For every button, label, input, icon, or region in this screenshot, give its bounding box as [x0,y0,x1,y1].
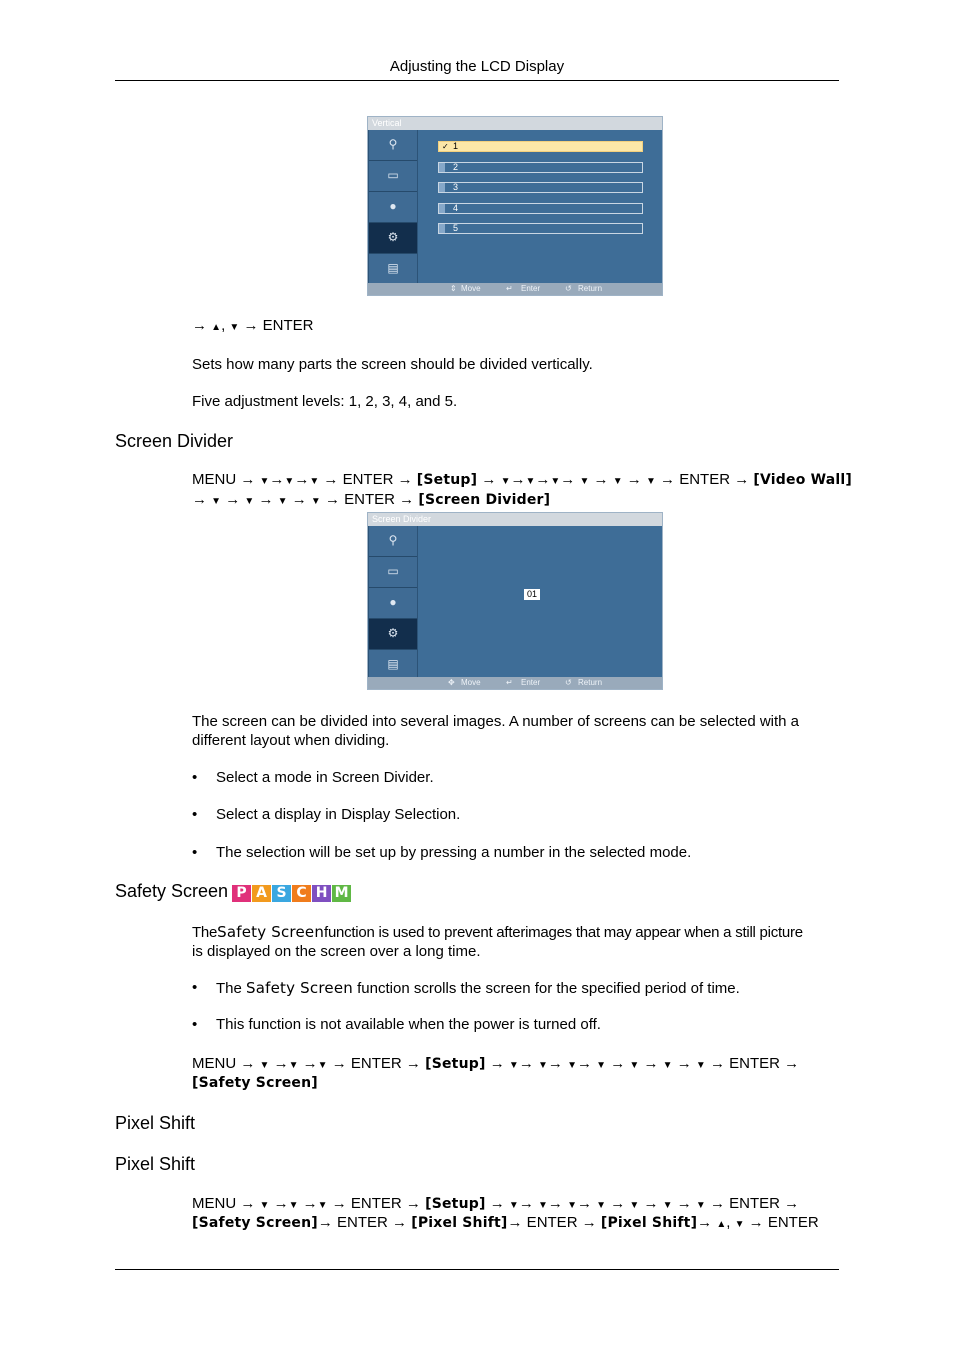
down-arrow-icon: ▼ [695,1200,706,1211]
osd-divider-value: 01 [524,589,540,600]
osd-setup-icon: ⚙ [369,619,417,650]
osd-picture-icon: ⚲ [369,130,417,161]
safety-desc-line1: TheSafety Screenfunction is used to prevent afterimages that may appear when a still picture [192,923,803,941]
down-arrow-icon: ▼ [284,476,295,487]
footer-rule [115,1269,839,1270]
down-arrow-icon: ▼ [596,1060,607,1071]
osd-title: Screen Divider [368,513,662,526]
safety-screen-heading: Safety Screen P A S C H M [115,881,352,902]
down-arrow-icon: ▼ [317,1200,328,1211]
down-arrow-icon: ▼ [244,496,255,507]
screen-divider-desc-line1: The screen can be divided into several images. A number of screens can be selected with a [192,713,800,730]
mode-m-badge: M [332,885,351,902]
down-arrow-icon: ▼ [734,1219,745,1230]
osd-footer-enter: Enter [521,678,541,687]
down-arrow-icon: ▼ [567,1060,577,1071]
pixel-shift-label: [Pixel Shift] [600,1215,698,1231]
enter-icon: ↵ [506,678,513,687]
move-icon: ⇕ [450,284,457,293]
move-icon: ✥ [448,678,455,687]
up-arrow-icon: ▲ [716,1219,727,1230]
down-arrow-icon: ▼ [538,1200,548,1211]
vertical-description: Sets how many parts the screen should be divided vertically. [192,356,593,373]
return-icon: ↺ [565,678,572,687]
safety-nav-line2 [192,1073,318,1093]
mode-s-badge: S [272,885,291,902]
down-arrow-icon: ▼ [259,1200,270,1211]
osd-multi-icon: ▤ [369,650,417,681]
osd-option-2: 2 [438,162,643,173]
pixel-shift-nav-line1: MENU → ▼ →▼ →▼ → ENTER → [Setup] → ▼→ ▼→ ▼→ ▼ → ▼ → ▼ → ▼ → ENTER → [192,1195,800,1212]
osd-footer [368,677,662,689]
down-arrow-icon: ▼ [612,476,623,487]
osd-option-5: 5 [438,223,643,234]
down-arrow-icon: ▼ [538,1060,548,1071]
pixel-shift-label: [Pixel Shift] [411,1215,508,1231]
pixel-shift-heading: Pixel Shift [115,1113,196,1133]
list-item: Select a display in Display Selection. [216,806,461,823]
osd-footer [368,283,662,295]
osd-option-3: 3 [438,182,643,193]
down-arrow-icon: ▼ [508,1060,519,1071]
page-header: Adjusting the LCD Display [389,58,565,75]
down-arrow-icon: ▼ [662,1200,673,1211]
bullet-icon: • [192,844,198,861]
down-arrow-icon: ▼ [288,1200,299,1211]
down-arrow-icon: ▼ [288,1060,299,1071]
screen-divider-nav-line2: → ▼ → ▼ → ▼ → ▼ → ENTER → [Screen Divider] [192,491,551,508]
bullet-icon: • [192,806,198,823]
down-arrow-icon: ▼ [645,476,656,487]
screen-divider-heading: Screen Divider [115,431,234,451]
down-arrow-icon: ▼ [259,476,270,487]
safety-screen-label: [Safety Screen] [192,1075,318,1091]
osd-setup-icon: ⚙ [369,223,417,254]
safety-screen-term: Safety Screen [246,979,353,997]
safety-nav-line1: MENU → ▼ →▼ →▼ → ENTER → [Setup] → ▼→ ▼→ ▼→ ▼ → ▼ → ▼ → ▼ → ENTER → [192,1055,800,1072]
osd-input-icon: ● [369,588,417,619]
down-arrow-icon: ▼ [317,1060,328,1071]
down-arrow-icon: ▼ [695,1060,706,1071]
down-arrow-icon: ▼ [629,1060,640,1071]
osd-screen-divider-screenshot [367,512,663,690]
osd-footer-move: Move [461,678,481,687]
down-arrow-icon: ▼ [629,1200,640,1211]
pixel-shift-subheading: Pixel Shift [115,1154,196,1174]
osd-sound-icon: ▭ [369,161,417,192]
checkmark-icon: ✓ [442,142,449,151]
down-arrow-icon: ▼ [229,322,240,333]
down-arrow-icon: ▼ [662,1060,673,1071]
down-arrow-icon: ▼ [579,476,590,487]
video-wall-label: [Video Wall] [753,472,852,488]
osd-title: Vertical [368,117,662,130]
down-arrow-icon: ▼ [596,1200,607,1211]
vertical-nav-path: → ▲, ▼ → ENTER [192,317,314,334]
bullet-icon: • [192,979,198,996]
osd-input-icon: ● [369,192,417,223]
osd-footer-enter: Enter [521,284,541,293]
vertical-levels: Five adjustment levels: 1, 2, 3, 4, and 5. [192,393,458,410]
osd-sound-icon: ▭ [369,557,417,588]
mode-h-badge: H [312,885,331,902]
down-arrow-icon: ▼ [525,476,536,487]
setup-label: [Setup] [425,1056,486,1072]
down-arrow-icon: ▼ [211,496,222,507]
pixel-shift-nav-line2: [Safety Screen]→ ENTER → [Pixel Shift]→ ENTER → [Pixel Shift]→ ▲, ▼ → ENTER [192,1214,819,1231]
osd-vertical-screenshot [367,116,663,296]
down-arrow-icon: ▼ [567,1200,577,1211]
mode-c-badge: C [292,885,311,902]
down-arrow-icon: ▼ [310,496,321,507]
down-arrow-icon: ▼ [309,476,320,487]
setup-label: [Setup] [425,1196,486,1212]
list-item: The selection will be set up by pressing a number in the selected mode. [216,844,692,861]
list-item: This function is not available when the power is turned off. [216,1016,601,1033]
screen-divider-nav-line1: MENU → ▼→▼→▼ → ENTER → [Setup] → ▼→▼→▼→ ▼ → ▼ → ▼ → ENTER → [Video Wall] [192,471,852,488]
safety-screen-label: [Safety Screen] [192,1215,318,1231]
down-arrow-icon: ▼ [277,496,288,507]
screen-divider-label: [Screen Divider] [418,492,551,508]
osd-footer-return: Return [578,678,603,687]
down-arrow-icon: ▼ [500,476,511,487]
list-item: The Safety Screen function scrolls the screen for the specified period of time. [216,979,740,997]
setup-label: [Setup] [416,472,478,488]
mode-p-badge: P [232,885,251,902]
header-rule [115,80,839,81]
osd-picture-icon: ⚲ [369,526,417,557]
down-arrow-icon: ▼ [259,1060,270,1071]
enter-icon: ↵ [506,284,513,293]
osd-sidebar [368,526,418,677]
up-arrow-icon: ▲ [211,322,222,333]
screen-divider-desc-line2: different layout when dividing. [192,732,390,749]
safety-screen-term: Safety Screen [217,923,325,941]
down-arrow-icon: ▼ [508,1200,519,1211]
osd-footer-move: Move [461,284,481,293]
osd-sidebar [368,130,418,283]
osd-multi-icon: ▤ [369,254,417,285]
bullet-icon: • [192,1016,198,1033]
osd-option-1: ✓ 1 [438,141,643,152]
return-icon: ↺ [565,284,572,293]
bullet-icon: • [192,769,198,786]
osd-option-4: 4 [438,203,643,214]
mode-a-badge: A [252,885,271,902]
safety-desc-line2: is displayed on the screen over a long time. [192,943,481,960]
down-arrow-icon: ▼ [550,476,561,487]
osd-footer-return: Return [578,284,603,293]
list-item: Select a mode in Screen Divider. [216,769,434,786]
